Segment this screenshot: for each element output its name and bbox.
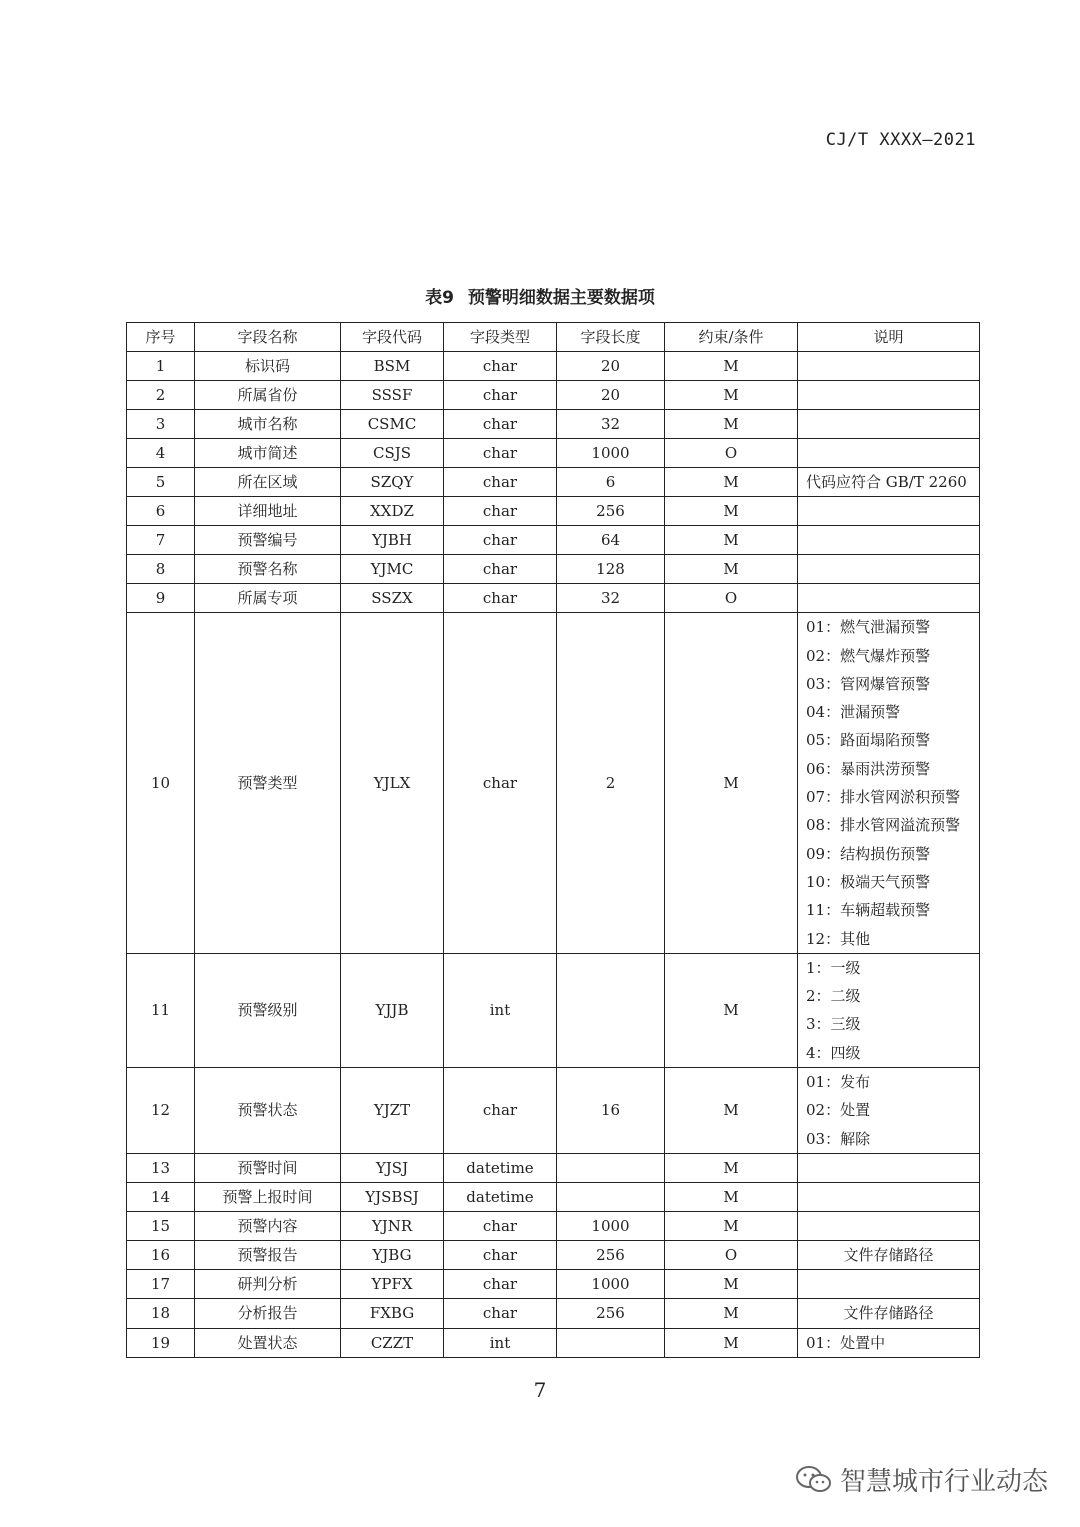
cell-constraint: M (665, 953, 798, 1067)
cell-seq: 18 (127, 1299, 195, 1328)
table-body (127, 352, 980, 1358)
table-row (127, 1328, 980, 1357)
header-field-type: 字段类型 (444, 323, 557, 352)
cell-field-code: YJBG (341, 1240, 444, 1269)
cell-constraint: M (665, 1270, 798, 1299)
cell-description (798, 1211, 980, 1240)
cell-field-name: 处置状态 (195, 1328, 341, 1357)
cell-field-length: 256 (557, 1299, 665, 1328)
cell-description (798, 1299, 980, 1328)
cell-field-name: 预警级别 (195, 953, 341, 1067)
cell-field-length (557, 1328, 665, 1357)
cell-field-type: datetime (444, 1153, 557, 1182)
cell-field-code: SZQY (341, 468, 444, 497)
watermark-text: 智慧城市行业动态 (839, 1467, 1048, 1497)
cell-field-length: 256 (557, 497, 665, 526)
description-line: 01：燃气泄漏预警 (806, 618, 931, 637)
cell-field-type: char (444, 1299, 557, 1328)
description-line: 03：管网爆管预警 (806, 674, 931, 693)
description-line: 11：车辆超载预警 (806, 901, 931, 920)
cell-description (798, 497, 980, 526)
cell-constraint: M (665, 613, 798, 954)
cell-field-code: YJBH (341, 526, 444, 555)
cell-field-length: 6 (557, 468, 665, 497)
cell-description (798, 1240, 980, 1269)
description-line: 文件存储路径 (843, 1245, 934, 1264)
cell-field-code: BSM (341, 352, 444, 381)
cell-seq: 9 (127, 584, 195, 613)
cell-description (798, 1182, 980, 1211)
cell-description (798, 953, 980, 1067)
cell-field-length: 16 (557, 1068, 665, 1154)
cell-field-name: 城市简述 (195, 439, 341, 468)
cell-field-type: char (444, 497, 557, 526)
description-line: 01：处置中 (806, 1333, 886, 1352)
table-row (127, 439, 980, 468)
cell-field-length: 32 (557, 584, 665, 613)
description-line: 01：发布 (806, 1073, 871, 1092)
cell-field-type: char (444, 410, 557, 439)
cell-field-name: 预警内容 (195, 1211, 341, 1240)
cell-description (798, 352, 980, 381)
description-line: 05：路面塌陷预警 (806, 731, 931, 750)
cell-field-length: 32 (557, 410, 665, 439)
cell-field-name: 详细地址 (195, 497, 341, 526)
cell-field-type: char (444, 1068, 557, 1154)
table-row (127, 1211, 980, 1240)
cell-seq: 1 (127, 352, 195, 381)
table-row (127, 526, 980, 555)
cell-field-code: XXDZ (341, 497, 444, 526)
cell-field-name: 所属省份 (195, 381, 341, 410)
cell-field-code: YJSBSJ (341, 1182, 444, 1211)
table-row (127, 1182, 980, 1211)
cell-seq: 4 (127, 439, 195, 468)
table-row (127, 381, 980, 410)
cell-field-type: datetime (444, 1182, 557, 1211)
cell-seq: 16 (127, 1240, 195, 1269)
cell-field-type: char (444, 526, 557, 555)
cell-constraint: M (665, 1153, 798, 1182)
header-description: 说明 (798, 323, 980, 352)
cell-field-code: YJSJ (341, 1153, 444, 1182)
cell-seq: 11 (127, 953, 195, 1067)
cell-field-code: YJMC (341, 555, 444, 584)
description-line: 08：排水管网溢流预警 (806, 816, 961, 835)
cell-field-name: 预警状态 (195, 1068, 341, 1154)
table-row (127, 1240, 980, 1269)
cell-field-type: int (444, 1328, 557, 1357)
cell-seq: 15 (127, 1211, 195, 1240)
cell-field-code: CSMC (341, 410, 444, 439)
cell-description (798, 468, 980, 497)
description-line: 02：处置 (806, 1101, 871, 1120)
cell-field-name: 预警编号 (195, 526, 341, 555)
table-row (127, 497, 980, 526)
cell-seq: 14 (127, 1182, 195, 1211)
cell-seq: 2 (127, 381, 195, 410)
cell-seq: 13 (127, 1153, 195, 1182)
cell-description (798, 410, 980, 439)
header-field-code: 字段代码 (341, 323, 444, 352)
cell-field-name: 预警上报时间 (195, 1182, 341, 1211)
cell-field-name: 预警名称 (195, 555, 341, 584)
description-line: 06：暴雨洪涝预警 (806, 759, 931, 778)
table-row (127, 468, 980, 497)
cell-description (798, 584, 980, 613)
cell-description (798, 1153, 980, 1182)
cell-field-name: 所属专项 (195, 584, 341, 613)
cell-field-name: 所在区域 (195, 468, 341, 497)
cell-seq: 17 (127, 1270, 195, 1299)
table-row (127, 613, 980, 954)
cell-constraint: M (665, 352, 798, 381)
cell-field-length: 1000 (557, 1270, 665, 1299)
table-row (127, 1153, 980, 1182)
table-row (127, 584, 980, 613)
cell-field-type: char (444, 613, 557, 954)
cell-field-name: 标识码 (195, 352, 341, 381)
cell-seq: 12 (127, 1068, 195, 1154)
cell-field-name: 城市名称 (195, 410, 341, 439)
header-field-name: 字段名称 (195, 323, 341, 352)
header-constraint: 约束/条件 (665, 323, 798, 352)
cell-seq: 7 (127, 526, 195, 555)
cell-description (798, 1328, 980, 1357)
description-line: 07：排水管网淤积预警 (806, 788, 961, 807)
description-line: 03：解除 (806, 1129, 871, 1148)
description-line: 04：泄漏预警 (806, 703, 901, 722)
cell-constraint: M (665, 1068, 798, 1154)
cell-field-code: CZZT (341, 1328, 444, 1357)
cell-field-code: CSJS (341, 439, 444, 468)
cell-constraint: M (665, 497, 798, 526)
cell-field-length (557, 953, 665, 1067)
cell-seq: 10 (127, 613, 195, 954)
cell-field-type: char (444, 439, 557, 468)
cell-field-name: 研判分析 (195, 1270, 341, 1299)
cell-description (798, 1068, 980, 1154)
table-row (127, 1299, 980, 1328)
cell-field-length: 20 (557, 352, 665, 381)
table-caption (0, 283, 1080, 308)
description-line: 12：其他 (806, 929, 871, 948)
description-line: 代码应符合 GB/T 2260 (806, 473, 967, 491)
cell-field-length: 1000 (557, 439, 665, 468)
table-row (127, 1270, 980, 1299)
cell-field-type: char (444, 1211, 557, 1240)
table-row (127, 410, 980, 439)
cell-seq: 6 (127, 497, 195, 526)
cell-seq: 8 (127, 555, 195, 584)
cell-constraint: M (665, 555, 798, 584)
description-line: 02：燃气爆炸预警 (806, 646, 931, 665)
cell-constraint: M (665, 1328, 798, 1357)
header-seq: 序号 (127, 323, 195, 352)
cell-field-type: char (444, 468, 557, 497)
description-line: 10：极端天气预警 (806, 872, 931, 891)
cell-constraint: M (665, 1182, 798, 1211)
cell-field-type: char (444, 584, 557, 613)
description-line: 1：一级 (806, 958, 861, 977)
cell-description (798, 439, 980, 468)
table-row (127, 352, 980, 381)
cell-field-type: char (444, 381, 557, 410)
cell-constraint: M (665, 1211, 798, 1240)
table-row (127, 953, 980, 1067)
table-caption-number: 表9 (425, 288, 454, 308)
data-item-table (126, 322, 980, 1358)
table-caption-title: 预警明细数据主要数据项 (467, 288, 655, 308)
cell-field-name: 预警报告 (195, 1240, 341, 1269)
cell-field-code: FXBG (341, 1299, 444, 1328)
cell-field-code: YJLX (341, 613, 444, 954)
cell-field-code: YPFX (341, 1270, 444, 1299)
cell-description (798, 381, 980, 410)
cell-seq: 3 (127, 410, 195, 439)
cell-constraint: M (665, 1299, 798, 1328)
cell-constraint: M (665, 526, 798, 555)
cell-seq: 19 (127, 1328, 195, 1357)
cell-field-code: SSZX (341, 584, 444, 613)
cell-field-type: char (444, 352, 557, 381)
description-line: 09：结构损伤预警 (806, 844, 931, 863)
header-field-length: 字段长度 (557, 323, 665, 352)
cell-field-name: 预警类型 (195, 613, 341, 954)
description-line: 文件存储路径 (843, 1304, 934, 1323)
cell-description (798, 613, 980, 954)
table-header-row (127, 323, 980, 352)
cell-field-length: 128 (557, 555, 665, 584)
cell-description (798, 555, 980, 584)
table-row (127, 555, 980, 584)
cell-constraint: M (665, 468, 798, 497)
cell-constraint: O (665, 1240, 798, 1269)
cell-field-type: char (444, 1270, 557, 1299)
cell-field-length (557, 1153, 665, 1182)
watermark (794, 1461, 1048, 1498)
cell-constraint: M (665, 381, 798, 410)
cell-field-name: 预警时间 (195, 1153, 341, 1182)
cell-constraint: M (665, 410, 798, 439)
description-line: 3：三级 (806, 1015, 861, 1034)
cell-description (798, 1270, 980, 1299)
cell-field-length: 256 (557, 1240, 665, 1269)
standard-code: CJ/T XXXX—2021 (825, 130, 976, 150)
cell-seq: 5 (127, 468, 195, 497)
page-number: 7 (533, 1378, 547, 1402)
cell-description (798, 526, 980, 555)
description-line: 2：二级 (806, 987, 861, 1006)
cell-field-code: YJZT (341, 1068, 444, 1154)
wechat-icon (794, 1465, 834, 1495)
description-line: 4：四级 (806, 1043, 861, 1062)
cell-field-length: 2 (557, 613, 665, 954)
cell-field-code: SSSF (341, 381, 444, 410)
table-row (127, 1068, 980, 1154)
cell-field-length (557, 1182, 665, 1211)
cell-field-code: YJJB (341, 953, 444, 1067)
cell-field-type: char (444, 555, 557, 584)
cell-field-code: YJNR (341, 1211, 444, 1240)
cell-field-name: 分析报告 (195, 1299, 341, 1328)
cell-constraint: O (665, 439, 798, 468)
cell-field-type: char (444, 1240, 557, 1269)
cell-field-length: 64 (557, 526, 665, 555)
cell-field-type: int (444, 953, 557, 1067)
cell-constraint: O (665, 584, 798, 613)
cell-field-length: 1000 (557, 1211, 665, 1240)
cell-field-length: 20 (557, 381, 665, 410)
